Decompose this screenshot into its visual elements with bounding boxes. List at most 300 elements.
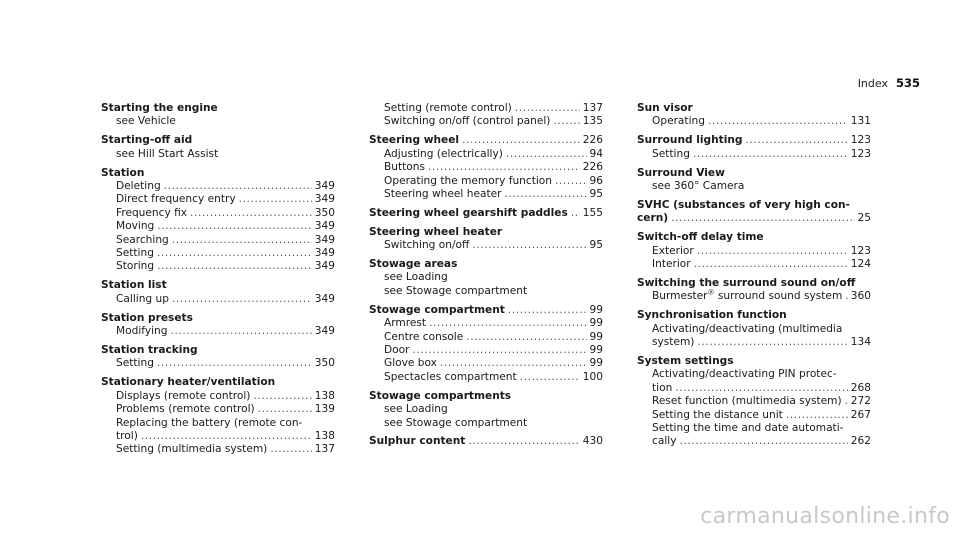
leader-dots	[708, 115, 848, 128]
term-label: Problems (remote control)	[116, 403, 255, 416]
term-text	[652, 336, 694, 349]
leader-dots	[786, 409, 848, 422]
leader-dots	[239, 193, 312, 206]
term-label: Steering wheel heater	[369, 225, 503, 238]
leader-dots	[466, 331, 586, 344]
term-label: see Loading	[384, 271, 448, 284]
index-subterm	[101, 417, 335, 430]
term-text	[101, 312, 193, 325]
index-subterm	[369, 115, 603, 128]
term-text	[384, 331, 463, 344]
leader-dots	[571, 207, 580, 220]
index-entry	[101, 376, 335, 456]
leader-dots	[697, 336, 847, 349]
page-reference: 430	[582, 435, 603, 448]
index-entry	[369, 134, 603, 201]
index-column-3	[637, 102, 871, 449]
index-subterm	[637, 422, 871, 435]
index-term	[637, 277, 871, 290]
leader-dots	[468, 435, 579, 448]
page-reference: 138	[314, 389, 335, 402]
term-label: Door	[384, 344, 410, 356]
term-label: Setting (remote control)	[384, 102, 512, 114]
term-label: Exterior	[652, 244, 694, 257]
term-label: Searching	[116, 233, 169, 246]
index-subterm	[369, 344, 603, 357]
index-subterm	[369, 285, 603, 298]
term-text	[652, 180, 744, 193]
page-reference: 267	[850, 408, 871, 421]
term-label: Armrest	[384, 317, 427, 330]
term-text	[384, 417, 527, 430]
index-subterm	[101, 357, 335, 370]
index-term	[369, 207, 603, 220]
term-label: Synchronisation function	[637, 309, 787, 322]
index-term	[101, 167, 335, 180]
term-text	[116, 417, 302, 430]
leader-dots	[157, 220, 311, 233]
page-reference: 226	[582, 161, 603, 174]
page-reference: 262	[850, 435, 871, 448]
term-label: Steering wheel	[369, 134, 460, 147]
page-reference: 99	[589, 330, 603, 343]
page-reference: 124	[850, 258, 871, 271]
term-label: Deleting	[116, 180, 161, 193]
leader-dots	[429, 317, 586, 330]
term-text	[116, 390, 250, 403]
leader-dots	[258, 403, 312, 416]
index-subterm	[637, 323, 871, 336]
index-term	[101, 376, 335, 389]
term-label: Centre console	[384, 330, 464, 343]
index-term	[637, 167, 871, 180]
term-label: Reset function (multimedia system)	[652, 395, 842, 408]
term-label: Switch-off delay time	[637, 231, 764, 244]
section-title: Index	[857, 77, 888, 90]
page-reference: 123	[850, 134, 871, 147]
index-subterm	[101, 220, 335, 233]
index-subterm	[369, 102, 603, 115]
term-label: Frequency fix	[116, 206, 188, 219]
term-text	[101, 102, 218, 115]
term-label: see Vehicle	[116, 115, 176, 128]
term-text	[384, 102, 512, 115]
leader-dots	[440, 357, 587, 370]
leader-dots	[671, 212, 854, 225]
term-label: Activating/deactivating (multimedia	[652, 322, 843, 335]
leader-dots	[157, 260, 312, 273]
term-text	[637, 355, 734, 368]
index-subterm	[101, 207, 335, 220]
page-reference: 155	[582, 206, 603, 219]
term-text	[652, 148, 690, 161]
page-reference: 25	[857, 212, 871, 225]
index-subterm	[369, 371, 603, 384]
leader-dots	[164, 180, 312, 193]
index-subterm	[101, 115, 335, 128]
term-label: Steering wheel gearshift paddles	[369, 206, 568, 219]
index-subterm	[637, 180, 871, 193]
index-subterm	[101, 193, 335, 206]
page-reference: 95	[589, 239, 603, 252]
index-subterm	[369, 317, 603, 330]
leader-dots	[520, 371, 580, 384]
term-label: Surround lighting	[637, 134, 743, 147]
term-text	[652, 290, 842, 303]
index-subterm	[101, 390, 335, 403]
index-term	[637, 134, 871, 147]
leader-dots	[141, 430, 312, 443]
term-text	[116, 234, 169, 247]
index-subterm	[637, 435, 871, 448]
term-text	[116, 247, 154, 260]
index-subterm	[101, 180, 335, 193]
term-label: Operating the memory function	[384, 174, 552, 187]
term-text	[369, 304, 505, 317]
index-subterm	[369, 357, 603, 370]
index-subterm	[637, 245, 871, 258]
page-reference: 139	[314, 403, 335, 416]
index-entry	[637, 167, 871, 194]
term-text	[652, 435, 676, 448]
leader-dots	[745, 134, 847, 147]
index-subterm	[101, 293, 335, 306]
term-text	[652, 422, 843, 435]
term-text	[384, 188, 502, 201]
page-number: 535	[895, 76, 920, 90]
page-reference: 138	[314, 429, 335, 442]
leader-dots	[515, 102, 580, 115]
index-term	[101, 312, 335, 325]
watermark: carmanualsonline.info	[700, 504, 950, 529]
term-label: Setting the time and date automati-	[652, 422, 844, 435]
term-label: see Loading	[384, 403, 448, 416]
page-reference: 99	[589, 357, 603, 370]
page-reference: 349	[314, 233, 335, 246]
page-reference: 349	[314, 325, 335, 338]
index-term	[637, 355, 871, 368]
term-text	[116, 180, 161, 193]
term-text	[369, 207, 568, 220]
index-term	[637, 212, 871, 225]
index-entry	[369, 226, 603, 253]
index-entry	[637, 355, 871, 449]
term-label: Sulphur content	[369, 435, 466, 448]
page-reference: 123	[850, 244, 871, 257]
term-text	[101, 134, 192, 147]
index-subterm	[101, 234, 335, 247]
term-label: cern)	[637, 212, 669, 225]
term-text	[652, 115, 705, 128]
term-text	[637, 231, 764, 244]
index-entry	[101, 344, 335, 371]
index-subterm	[369, 148, 603, 161]
page-reference: 94	[589, 147, 603, 160]
term-label: Adjusting (electrically)	[384, 147, 503, 160]
index-subterm	[637, 368, 871, 381]
page-reference: 360	[850, 290, 871, 303]
index-term	[637, 199, 871, 212]
term-text	[369, 258, 457, 271]
term-text	[116, 220, 154, 233]
index-entry	[637, 231, 871, 271]
index-term	[369, 390, 603, 403]
leader-dots	[845, 290, 848, 303]
index-entry	[101, 312, 335, 339]
page-reference: 349	[314, 292, 335, 305]
page-header	[858, 76, 920, 90]
index-term	[369, 258, 603, 271]
term-text	[637, 212, 668, 225]
index-entry	[369, 435, 603, 448]
page-reference: 123	[850, 147, 871, 160]
term-label-continued: surround sound system	[714, 290, 843, 303]
term-label: Interior	[652, 258, 691, 271]
page-reference: 95	[589, 187, 603, 200]
term-label: Setting	[116, 247, 154, 260]
leader-dots	[505, 188, 587, 201]
term-text	[116, 403, 255, 416]
term-text	[652, 258, 691, 271]
index-subterm	[101, 443, 335, 456]
page-reference: 134	[850, 336, 871, 349]
term-text	[384, 371, 517, 384]
index-entry	[369, 102, 603, 129]
term-text	[101, 279, 167, 292]
index-subterm	[637, 115, 871, 128]
index-entry	[637, 277, 871, 304]
index-subterm	[369, 161, 603, 174]
term-label: Stationary heater/ventilation	[101, 376, 276, 389]
index-term	[369, 134, 603, 147]
term-text	[384, 344, 409, 357]
term-label: Switching the surround sound on/off	[637, 276, 856, 289]
index-entry	[637, 199, 871, 226]
term-label: see Stowage compartment	[384, 416, 528, 429]
term-text	[384, 161, 425, 174]
index-term	[637, 231, 871, 244]
index-subterm	[637, 336, 871, 349]
page-reference: 349	[314, 193, 335, 206]
term-text	[101, 376, 275, 389]
page-reference: 100	[582, 370, 603, 383]
registered-mark: ®	[707, 288, 715, 297]
term-label: System settings	[637, 355, 734, 367]
index-term	[101, 134, 335, 147]
leader-dots	[172, 293, 312, 306]
leader-dots	[190, 207, 312, 220]
page-reference: 349	[314, 247, 335, 260]
term-label: Starting-off aid	[101, 134, 193, 147]
term-text	[116, 357, 154, 370]
index-subterm	[637, 290, 871, 303]
term-label: Switching on/off (control panel)	[384, 115, 551, 128]
leader-dots	[555, 175, 587, 188]
term-label: Sun visor	[637, 102, 693, 114]
term-label: Stowage areas	[369, 258, 458, 271]
page-reference: 137	[314, 443, 335, 456]
term-text	[652, 382, 672, 395]
page-reference: 268	[850, 381, 871, 394]
index-subterm	[101, 247, 335, 260]
leader-dots	[845, 395, 848, 408]
index-entry	[369, 390, 603, 430]
term-text	[652, 323, 842, 336]
term-label: Station list	[101, 279, 167, 292]
term-label: Surround View	[637, 166, 725, 179]
term-text	[384, 285, 527, 298]
leader-dots	[428, 161, 580, 174]
term-label: Stowage compartment	[369, 303, 505, 316]
term-label: Starting the engine	[101, 102, 218, 114]
term-label: Replacing the battery (remote con-	[116, 416, 303, 429]
term-label: cally	[652, 435, 677, 448]
term-text	[384, 317, 426, 330]
index-subterm	[637, 409, 871, 422]
leader-dots	[157, 357, 312, 370]
term-label: Switching on/off	[384, 239, 470, 252]
term-text	[116, 207, 187, 220]
term-text	[637, 277, 855, 290]
term-text	[384, 271, 448, 284]
term-text	[652, 409, 783, 422]
term-label: Setting the distance unit	[652, 408, 783, 421]
term-text	[116, 115, 176, 128]
page-reference: 350	[314, 357, 335, 370]
term-text	[384, 115, 550, 128]
index-term	[369, 304, 603, 317]
page-reference: 349	[314, 180, 335, 193]
term-label: Setting (multimedia system)	[116, 443, 268, 456]
index-entry	[369, 258, 603, 298]
term-label: Glove box	[384, 357, 437, 370]
page-reference: 272	[850, 395, 871, 408]
index-term	[369, 435, 603, 448]
leader-dots	[506, 148, 587, 161]
leader-dots	[693, 148, 848, 161]
index-entry	[637, 134, 871, 161]
page-reference: 137	[582, 102, 603, 114]
leader-dots	[675, 382, 847, 395]
term-label: trol)	[116, 429, 138, 442]
term-text	[101, 167, 144, 180]
index-subterm	[101, 430, 335, 443]
page-reference: 349	[314, 220, 335, 233]
leader-dots	[679, 435, 847, 448]
page-reference: 131	[850, 115, 871, 128]
index-entry	[369, 304, 603, 384]
term-text	[369, 226, 502, 239]
page-reference: 350	[314, 206, 335, 219]
index-entry	[101, 102, 335, 129]
term-label: Station tracking	[101, 344, 198, 356]
term-label: Direct frequency entry	[116, 193, 236, 206]
index-subterm	[369, 403, 603, 416]
index-entry	[637, 309, 871, 349]
leader-dots	[553, 115, 579, 128]
index-subterm	[101, 325, 335, 338]
term-label: see 360° Camera	[652, 180, 745, 193]
term-text	[369, 435, 465, 448]
index-column-2	[369, 102, 603, 449]
index-subterm	[637, 148, 871, 161]
leader-dots	[172, 234, 312, 247]
index-subterm	[637, 382, 871, 395]
term-text	[384, 239, 469, 252]
page-reference: 226	[582, 134, 603, 147]
leader-dots	[472, 239, 586, 252]
index-subterm	[369, 175, 603, 188]
term-text	[637, 167, 725, 180]
index-subterm	[101, 148, 335, 161]
term-label: Spectacles compartment	[384, 370, 517, 383]
term-text	[652, 395, 842, 408]
term-text	[637, 102, 693, 115]
index-entry	[101, 167, 335, 274]
term-label: Activating/deactivating PIN protec-	[652, 368, 837, 381]
term-text	[116, 260, 154, 273]
index-term	[369, 226, 603, 239]
term-label: Setting	[116, 357, 154, 370]
term-text	[637, 309, 787, 322]
term-label: SVHC (substances of very high con-	[637, 198, 850, 211]
index-entry	[101, 134, 335, 161]
term-text	[384, 357, 437, 370]
term-label: Station	[101, 166, 145, 179]
term-text	[116, 430, 138, 443]
index-column-1	[101, 102, 335, 457]
leader-dots	[412, 344, 586, 357]
term-text	[637, 134, 742, 147]
term-label: Setting	[652, 147, 690, 160]
term-text	[652, 368, 837, 381]
term-text	[116, 443, 267, 456]
leader-dots	[462, 134, 580, 147]
index-entry	[637, 102, 871, 129]
term-label: Burmester	[652, 290, 708, 303]
term-label: Storing	[116, 260, 155, 273]
page-reference: 99	[589, 303, 603, 316]
index-subterm	[369, 271, 603, 284]
index-subterm	[637, 258, 871, 271]
term-label: Station presets	[101, 311, 193, 324]
term-text	[101, 344, 198, 357]
term-label: see Hill Start Assist	[116, 147, 219, 160]
term-text	[384, 403, 448, 416]
index-subterm	[101, 403, 335, 416]
index-term	[637, 309, 871, 322]
term-label: tion	[652, 381, 673, 394]
page-reference: 99	[589, 317, 603, 330]
term-text	[369, 134, 459, 147]
term-label: Buttons	[384, 161, 426, 174]
term-text	[652, 245, 694, 258]
term-label: Operating	[652, 115, 705, 128]
term-label: see Stowage compartment	[384, 284, 528, 297]
term-label: Calling up	[116, 292, 169, 305]
term-text	[369, 390, 511, 403]
term-label: system)	[652, 336, 695, 349]
term-text	[637, 199, 850, 212]
leader-dots	[697, 245, 848, 258]
leader-dots	[508, 304, 587, 317]
page-reference: 135	[582, 115, 603, 128]
term-label: Moving	[116, 220, 155, 233]
leader-dots	[170, 325, 311, 338]
page-reference: 349	[314, 260, 335, 273]
index-term	[637, 102, 871, 115]
term-text	[384, 148, 503, 161]
